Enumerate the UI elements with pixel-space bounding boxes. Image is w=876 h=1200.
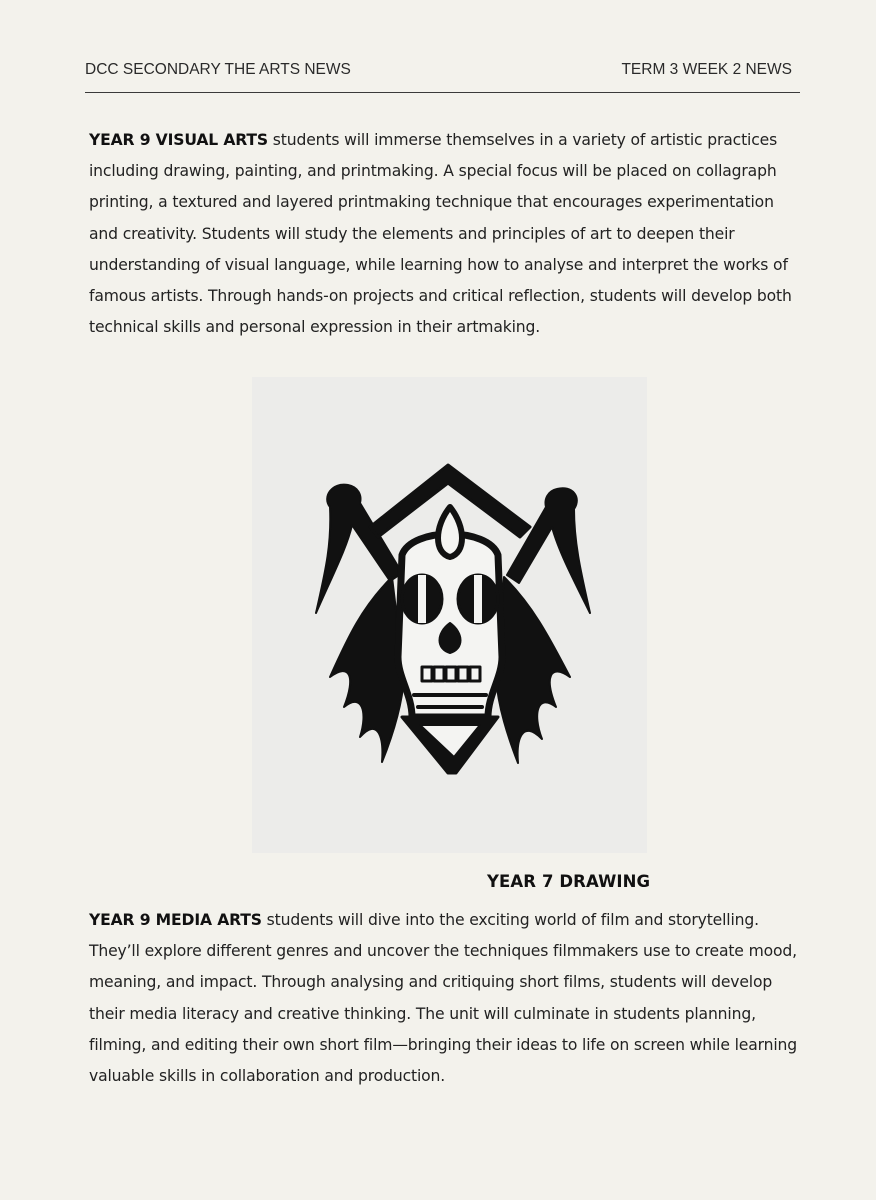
- visual-arts-body: students will immerse themselves in a variety of artistic practices including drawing, painting, and printmaking. A special focus will be placed on collagraph printing, a textured and layered printmaking technique that encourages experimentation and creativity. Students will study the elements and principles of art to deepen their understanding of visual language, while learning how to analyse and interpret the works of famous artists. Through hands-on projects and critical reflection, students will develop both technical skills and personal expression in their artmaking.: [89, 131, 792, 337]
- visual-arts-paragraph: [89, 125, 801, 343]
- visual-arts-heading: YEAR 9 VISUAL ARTS: [89, 131, 268, 149]
- media-arts-body: students will dive into the exciting world of film and storytelling. They’ll explore different genres and uncover the techniques filmmakers use to create mood, meaning, and impact. Through analysing and critiquing short films, students will develop their media literacy and creative thinking. The unit will culminate in students planning, filming, and editing their own short film—bringing their ideas to life on screen while learning valuable skills in collaboration and production.: [89, 911, 798, 1086]
- page-header: [85, 58, 800, 93]
- media-arts-heading: YEAR 9 MEDIA ARTS: [89, 911, 262, 929]
- skull-mask-drawing: [252, 377, 647, 853]
- media-arts-paragraph: [89, 905, 801, 1092]
- artwork-caption: YEAR 7 DRAWING: [487, 872, 651, 891]
- student-drawing-image: [252, 377, 647, 853]
- issue-label: TERM 3 WEEK 2 NEWS: [621, 61, 792, 78]
- newsletter-title: DCC SECONDARY THE ARTS NEWS: [85, 61, 351, 78]
